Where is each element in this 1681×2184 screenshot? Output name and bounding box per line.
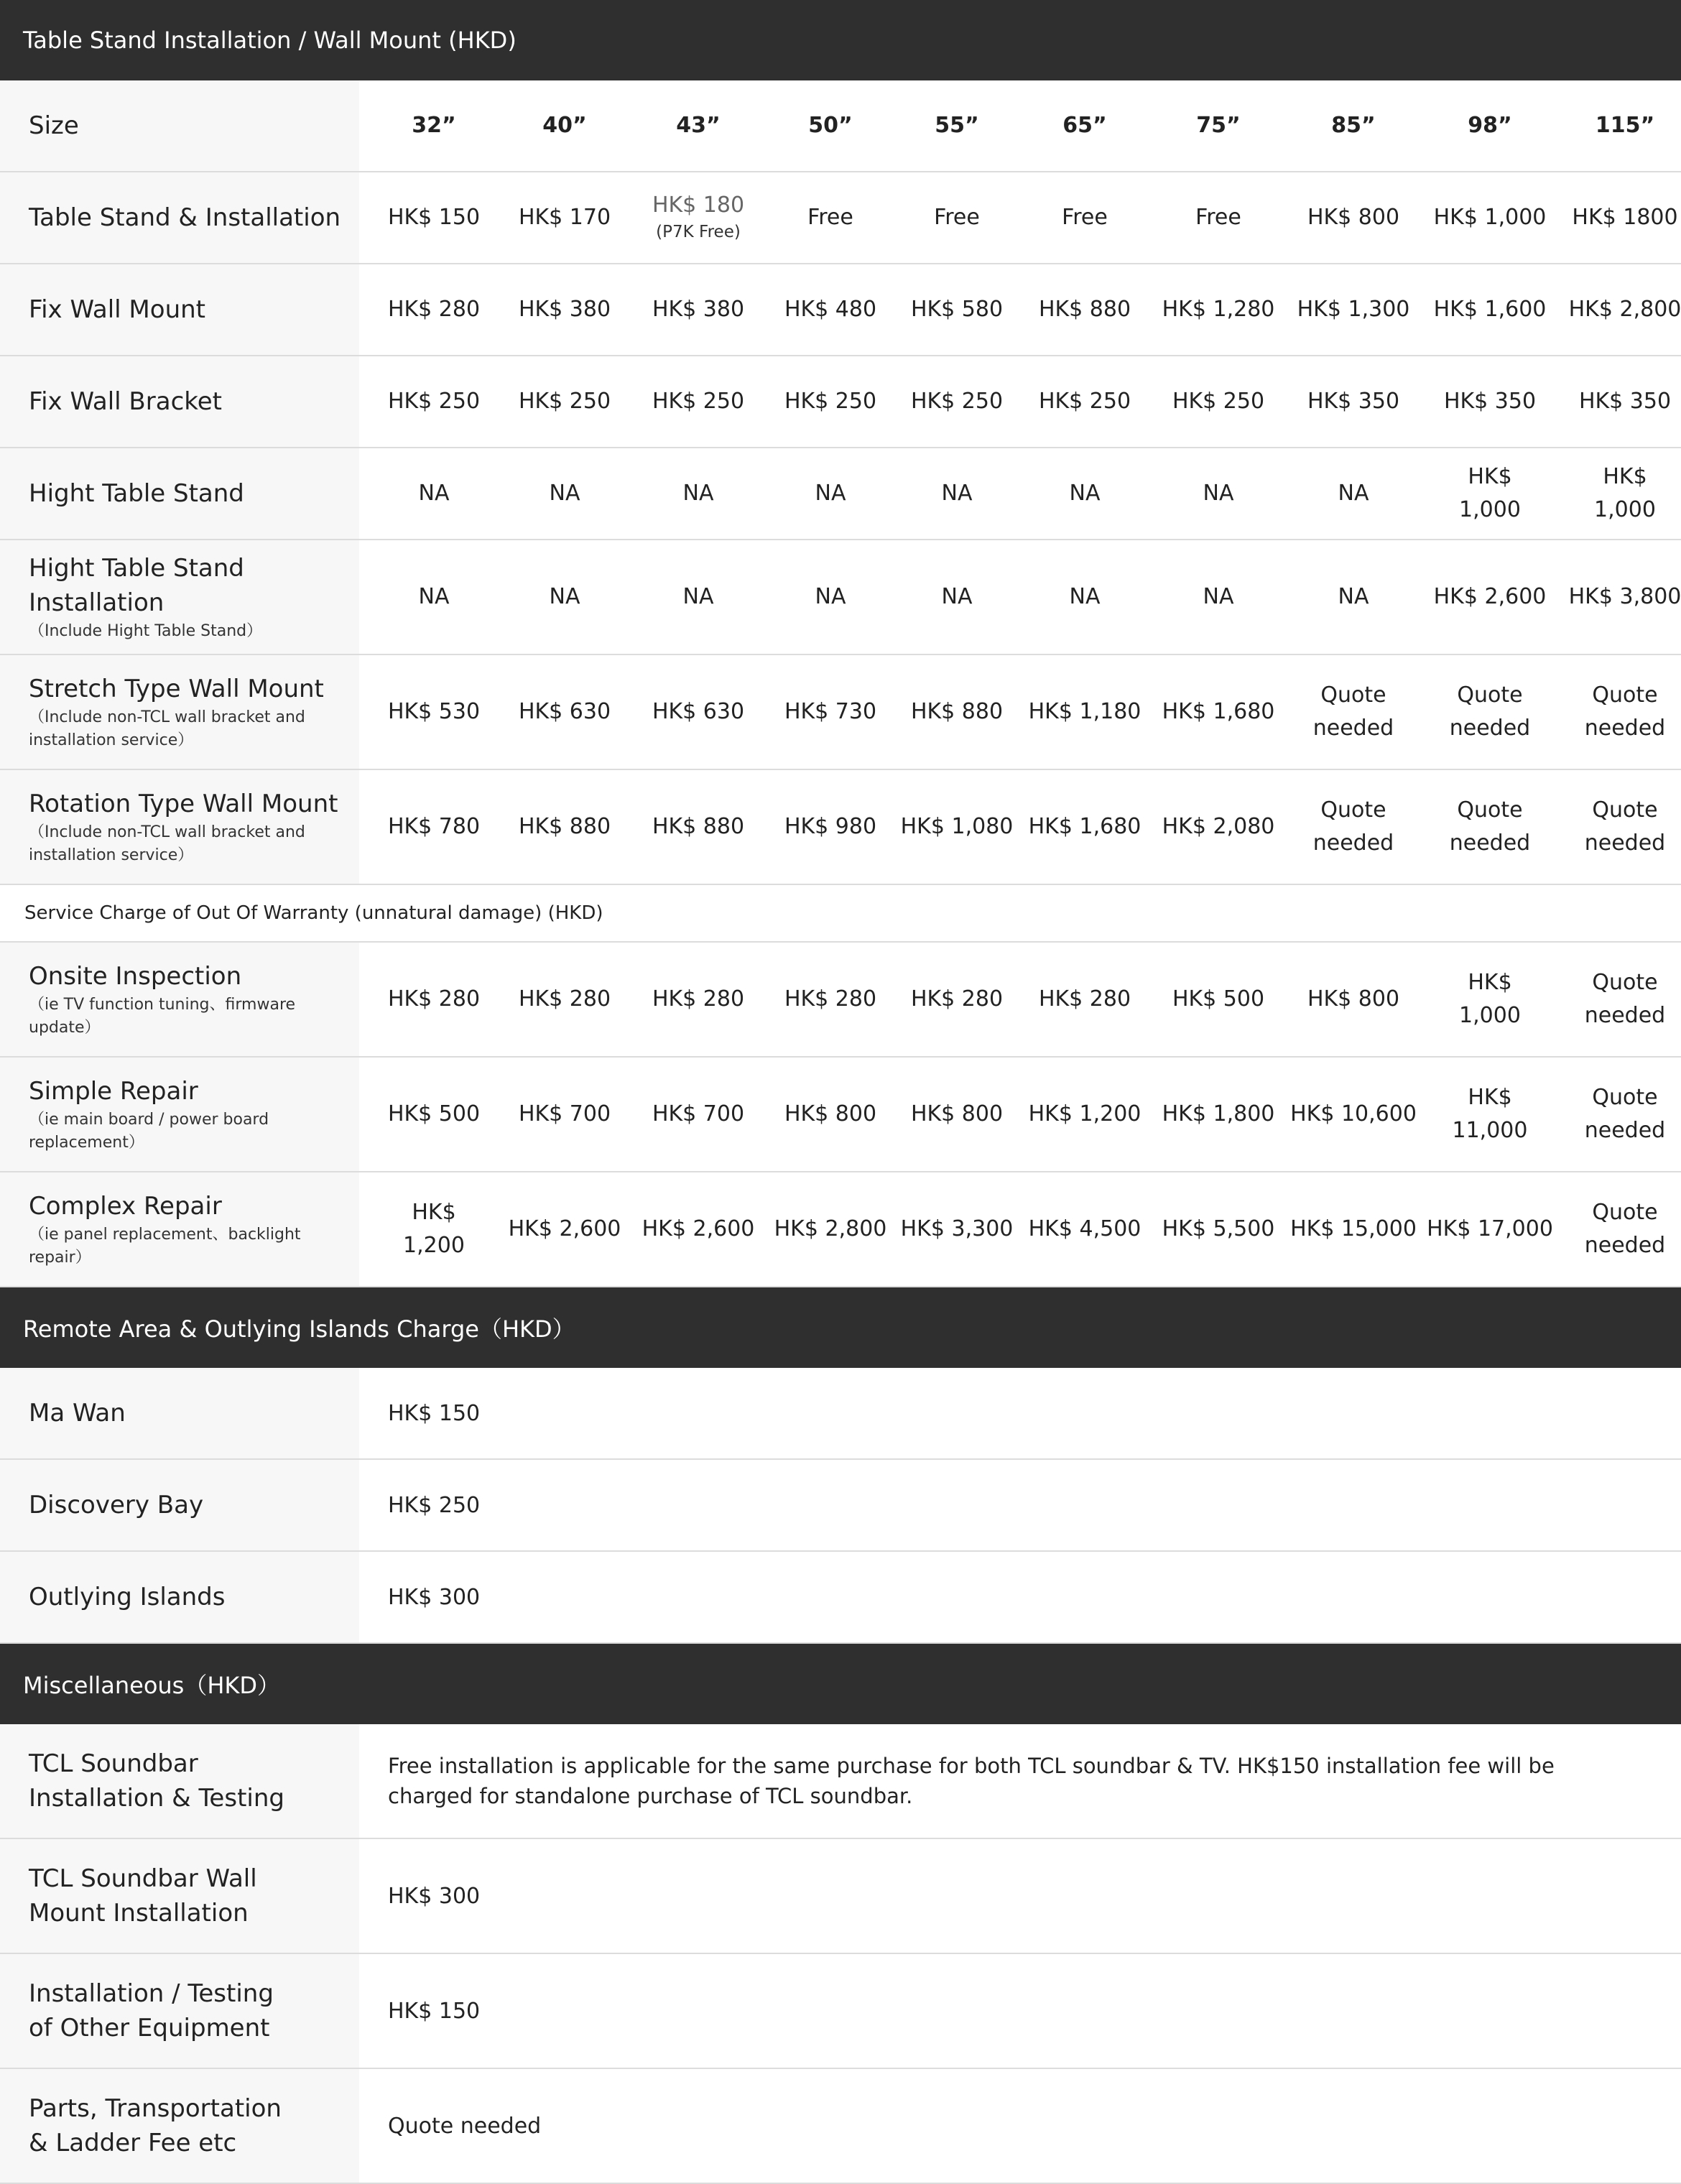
row-label-line: Installation & Testing [29, 1784, 284, 1813]
price-value-line: needed [1584, 1003, 1666, 1028]
size-column-header: 55” [935, 113, 979, 138]
price-cell: HK$ 350 [1443, 389, 1537, 414]
section-header-misc [0, 1644, 1681, 1724]
price-value-line: needed [1312, 716, 1394, 741]
charge-value: Free installation is applicable for the same purchase for both TCL soundbar & TV. HK$150 installation fee will be charged for standalone purchase of TCL soundbar. [388, 1754, 1555, 1808]
row-label-note-line: （Include Hight Table Stand） [29, 622, 263, 640]
price-cell: HK$ 350 [1578, 389, 1672, 414]
row-label: Complex Repair [29, 1192, 222, 1221]
price-value-line: needed [1584, 830, 1666, 856]
price-cell: NA [1338, 584, 1369, 609]
price-cell: HK$ 1,280 [1162, 297, 1275, 322]
service-price-row [0, 943, 1681, 1058]
remote-charge-row [0, 1368, 1681, 1460]
row-label-note-line: （ie panel replacement、backlight repair） [29, 1226, 301, 1267]
row-label-cell [0, 1839, 359, 1953]
price-cell: HK$ 500 [1172, 986, 1265, 1012]
price-cell: HK$ 2,600 [1433, 584, 1547, 609]
size-column-header: 32” [412, 113, 456, 138]
price-cell: HK$ 530 [387, 699, 481, 724]
price-cell: HK$ 1,000 [1433, 205, 1547, 230]
price-value-line: Quote [1320, 682, 1386, 708]
price-cell [1450, 655, 1530, 769]
price-cell: NA [549, 584, 580, 609]
install-price-row [0, 356, 1681, 448]
price-note: (P7K Free) [656, 223, 741, 241]
price-cell: Free [1195, 205, 1241, 230]
section-title: Miscellaneous（HKD） [23, 1672, 281, 1699]
price-cell [1585, 770, 1665, 884]
price-cell: HK$ 2,600 [508, 1216, 621, 1241]
price-value-line: Quote [1592, 1085, 1658, 1110]
price-cell: HK$ 880 [1038, 297, 1131, 322]
price-cell: HK$ 250 [652, 389, 745, 414]
price-cell: HK$ 630 [652, 699, 745, 724]
row-label-note [29, 706, 352, 752]
price-cell: HK$ 4,500 [1028, 1216, 1141, 1241]
price-cell: HK$ 880 [652, 814, 745, 839]
price-cell: HK$ 1,800 [1162, 1101, 1275, 1126]
price-cell: NA [682, 584, 714, 609]
price-value-line: Quote [1592, 682, 1658, 708]
price-value-line: needed [1449, 716, 1531, 741]
price-value-line: HK$ [412, 1200, 456, 1225]
size-column-header: 43” [676, 113, 721, 138]
price-cell: HK$ 250 [518, 389, 611, 414]
price-value-line: 1,000 [1459, 1003, 1521, 1028]
row-label-cell [0, 264, 359, 355]
price-cell [1313, 770, 1394, 884]
misc-charge-row [0, 1724, 1681, 1839]
size-column-header: 65” [1062, 113, 1107, 138]
price-cell: HK$ 150 [387, 205, 481, 230]
row-label-cell [0, 1954, 359, 2068]
price-cell: Free [1062, 205, 1108, 230]
row-label: Hight Table Stand [29, 479, 244, 508]
size-label-cell [0, 80, 359, 171]
price-cell: HK$ 3,300 [900, 1216, 1014, 1241]
service-price-row [0, 1172, 1681, 1287]
charge-value: HK$ 300 [388, 1584, 481, 1610]
price-cell: HK$ 1,180 [1028, 699, 1141, 724]
price-cell: NA [815, 481, 846, 506]
price-cell: Free [934, 205, 980, 230]
price-cell: HK$ 1,680 [1028, 814, 1141, 839]
price-cell [1585, 943, 1665, 1056]
price-cell: HK$ 700 [652, 1101, 745, 1126]
service-charge-caption-text: Service Charge of Out Of Warranty (unnatural damage) (HKD) [24, 902, 603, 924]
price-cell: HK$ 280 [1038, 986, 1131, 1012]
row-label-note-line: installation service） [29, 846, 194, 864]
row-label-note-line: （ie main board / power board replacement） [29, 1111, 269, 1152]
row-label-cell [0, 448, 359, 539]
price-cell: HK$ 380 [518, 297, 611, 322]
size-header-row [0, 80, 1681, 172]
price-cell: NA [941, 584, 973, 609]
row-label: Ma Wan [29, 1399, 126, 1428]
price-cell: HK$ 800 [1307, 205, 1400, 230]
section-header-table-stand [0, 0, 1681, 80]
price-cell: NA [418, 481, 450, 506]
price-cell: HK$ 880 [910, 699, 1004, 724]
price-value-line: 1,200 [403, 1233, 465, 1258]
price-cell: NA [418, 584, 450, 609]
section-header-remote [0, 1287, 1681, 1368]
install-price-row [0, 540, 1681, 655]
row-label-line: of Other Equipment [29, 2014, 270, 2042]
price-cell: HK$ 5,500 [1162, 1216, 1275, 1241]
row-label-line: TCL Soundbar [29, 1749, 198, 1778]
service-price-row [0, 1058, 1681, 1172]
price-value-line: HK$ [1468, 1085, 1512, 1110]
size-column-header: 75” [1196, 113, 1241, 138]
price-cell [1313, 655, 1394, 769]
price-cell: HK$ 280 [518, 986, 611, 1012]
price-cell: HK$ 980 [784, 814, 877, 839]
price-cell: HK$ 250 [1038, 389, 1131, 414]
price-value-line: needed [1312, 830, 1394, 856]
row-label-cell [0, 770, 359, 884]
price-cell: HK$ 1,600 [1433, 297, 1547, 322]
price-cell: HK$ 280 [387, 986, 481, 1012]
price-cell: HK$ 1,680 [1162, 699, 1275, 724]
row-label-line: Installation / Testing [29, 1979, 274, 2008]
row-label-note [29, 1223, 352, 1269]
price-cell: HK$ 880 [518, 814, 611, 839]
row-label: Fix Wall Mount [29, 295, 206, 324]
install-price-row [0, 655, 1681, 770]
row-label-cell [0, 655, 359, 769]
price-cell: HK$ 2,800 [1568, 297, 1681, 322]
price-cell: HK$ 280 [387, 297, 481, 322]
price-cell: HK$ 730 [784, 699, 877, 724]
section-title: Table Stand Installation / Wall Mount (HKD) [23, 27, 517, 54]
price-cell: HK$ 800 [784, 1101, 877, 1126]
price-value-line: HK$ [1603, 464, 1647, 489]
size-column-header: 85” [1331, 113, 1376, 138]
price-value-line: needed [1584, 1118, 1666, 1143]
price-cell: NA [815, 584, 846, 609]
price-cell [1594, 448, 1656, 539]
price-cell: HK$ 280 [910, 986, 1004, 1012]
row-label: Stretch Type Wall Mount [29, 675, 324, 703]
price-value-line: 1,000 [1459, 497, 1521, 522]
size-column-header: 98” [1468, 113, 1512, 138]
price-cell [403, 1172, 465, 1286]
row-label: Onsite Inspection [29, 962, 242, 991]
charge-value: HK$ 250 [388, 1492, 481, 1518]
price-cell: HK$ 1,080 [900, 814, 1014, 839]
remote-charge-row [0, 1552, 1681, 1644]
price-cell [1450, 770, 1530, 884]
price-cell: HK$ 2,600 [642, 1216, 755, 1241]
price-cell: NA [549, 481, 580, 506]
price-cell [1585, 655, 1665, 769]
price-cell: HK$ 15,000 [1290, 1216, 1417, 1241]
price-value-line: needed [1449, 830, 1531, 856]
price-value: HK$ 180 [652, 193, 745, 218]
price-cell: NA [1203, 481, 1234, 506]
price-cell: HK$ 17,000 [1427, 1216, 1553, 1241]
price-cell: HK$ 3,800 [1568, 584, 1681, 609]
price-cell: HK$ 250 [387, 389, 481, 414]
charge-value: HK$ 300 [388, 1883, 481, 1909]
row-label-note [29, 1109, 352, 1155]
price-cell: HK$ 800 [910, 1101, 1004, 1126]
row-label: Simple Repair [29, 1077, 198, 1106]
row-label-cell [0, 1172, 359, 1286]
price-value-line: needed [1584, 1233, 1666, 1258]
price-cell [1585, 1058, 1665, 1171]
price-cell: HK$ 500 [387, 1101, 481, 1126]
price-cell: HK$ 2,080 [1162, 814, 1275, 839]
row-label: Hight Table Stand Installation [29, 554, 244, 617]
row-label: Outlying Islands [29, 1583, 226, 1611]
price-cell: NA [1338, 481, 1369, 506]
section-title: Remote Area & Outlying Islands Charge（HKD） [23, 1315, 575, 1343]
price-cell [1459, 448, 1521, 539]
row-label-cell [0, 540, 359, 654]
row-label-note-line: （Include non-TCL wall bracket and [29, 823, 305, 841]
price-cell: NA [941, 481, 973, 506]
service-charge-caption [0, 885, 1681, 943]
row-label-note-line: installation service） [29, 731, 194, 749]
price-cell [1459, 943, 1521, 1056]
row-label: Rotation Type Wall Mount [29, 790, 338, 818]
price-cell: HK$ 780 [387, 814, 481, 839]
price-cell: HK$ 1800 [1572, 205, 1678, 230]
price-cell [652, 172, 744, 263]
row-label-note-line: （Include non-TCL wall bracket and [29, 708, 305, 726]
price-cell: HK$ 280 [652, 986, 745, 1012]
row-label-cell [0, 943, 359, 1056]
price-cell: HK$ 630 [518, 699, 611, 724]
charge-value: Quote needed [388, 2113, 542, 2139]
install-price-row [0, 172, 1681, 264]
misc-charge-row [0, 1954, 1681, 2069]
price-value-line: Quote [1320, 797, 1386, 823]
price-cell [1453, 1058, 1528, 1171]
install-price-row [0, 448, 1681, 540]
price-cell: HK$ 10,600 [1290, 1101, 1417, 1126]
remote-charge-row [0, 1460, 1681, 1552]
price-value-line: 11,000 [1452, 1118, 1528, 1143]
size-column-header: 50” [808, 113, 853, 138]
row-label-line: Mount Installation [29, 1899, 249, 1928]
price-cell: HK$ 2,800 [774, 1216, 887, 1241]
price-cell: NA [1069, 481, 1101, 506]
charge-value: HK$ 150 [388, 1400, 481, 1426]
row-label-cell [0, 1368, 359, 1458]
price-cell: HK$ 280 [784, 986, 877, 1012]
row-label-line: TCL Soundbar Wall [29, 1864, 257, 1893]
price-value-line: Quote [1592, 970, 1658, 995]
charge-value: HK$ 150 [388, 1998, 481, 2024]
price-cell: NA [682, 481, 714, 506]
row-label-note-line: （ie TV function tuning、firmware update） [29, 996, 296, 1037]
price-cell: HK$ 1,200 [1028, 1101, 1141, 1126]
row-label-cell [0, 356, 359, 447]
price-cell: HK$ 350 [1307, 389, 1400, 414]
price-value-line: Quote [1592, 1200, 1658, 1225]
price-value-line: Quote [1592, 797, 1658, 823]
price-cell: HK$ 250 [910, 389, 1004, 414]
price-value-line: Quote [1457, 682, 1523, 708]
install-price-row [0, 264, 1681, 356]
row-label-line: & Ladder Fee etc [29, 2129, 237, 2157]
price-cell [1585, 1172, 1665, 1286]
price-cell: HK$ 700 [518, 1101, 611, 1126]
price-value-line: HK$ [1468, 970, 1512, 995]
price-cell: HK$ 580 [910, 297, 1004, 322]
row-label: Fix Wall Bracket [29, 387, 222, 416]
row-label: Discovery Bay [29, 1491, 204, 1519]
price-value-line: Quote [1457, 797, 1523, 823]
misc-charge-row [0, 2069, 1681, 2184]
misc-charge-row [0, 1839, 1681, 1954]
price-value-line: needed [1584, 716, 1666, 741]
row-label-cell [0, 1460, 359, 1550]
install-price-row [0, 770, 1681, 885]
price-cell: HK$ 800 [1307, 986, 1400, 1012]
size-column-header: 40” [542, 113, 587, 138]
price-value-line: 1,000 [1594, 497, 1656, 522]
price-cell: HK$ 380 [652, 297, 745, 322]
price-cell: HK$ 250 [784, 389, 877, 414]
price-value-line: HK$ [1468, 464, 1512, 489]
price-cell: HK$ 170 [518, 205, 611, 230]
price-cell: NA [1069, 584, 1101, 609]
row-label-note [29, 994, 352, 1040]
row-label-line: Parts, Transportation [29, 2094, 282, 2123]
price-cell: Free [807, 205, 853, 230]
row-label-cell [0, 2069, 359, 2183]
row-label-cell [0, 1724, 359, 1838]
row-label-cell [0, 172, 359, 263]
price-cell: HK$ 1,300 [1297, 297, 1410, 322]
price-cell: HK$ 480 [784, 297, 877, 322]
row-label-cell [0, 1058, 359, 1171]
row-label-note [29, 821, 352, 867]
size-column-header: 115” [1595, 113, 1655, 138]
row-label-note [29, 620, 352, 643]
size-label: Size [29, 111, 79, 140]
row-label-cell [0, 1552, 359, 1642]
row-label: Table Stand & Installation [29, 203, 341, 232]
price-cell: HK$ 250 [1172, 389, 1265, 414]
price-cell: NA [1203, 584, 1234, 609]
